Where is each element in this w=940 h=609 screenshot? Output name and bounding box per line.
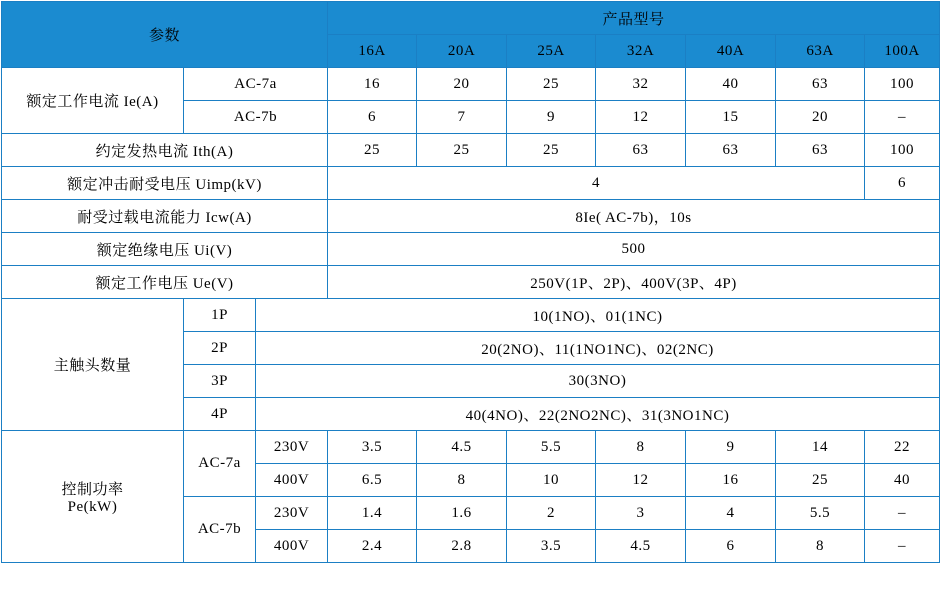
table-row [2, 431, 940, 464]
cell-value: 8 [596, 431, 686, 464]
cell-value: 25 [776, 464, 865, 497]
cell-value: 2.8 [417, 530, 507, 563]
sublabel-ac7a: AC-7a [184, 68, 328, 101]
sublabel-ac7b: AC-7b [184, 497, 256, 563]
table-row [2, 200, 940, 233]
cell-value: 12 [596, 464, 686, 497]
row-label-main-contacts: 主触头数量 [2, 299, 184, 431]
cell-value: 4 [328, 167, 865, 200]
cell-value: 8 [417, 464, 507, 497]
header-model: 产品型号 [328, 2, 940, 35]
sublabel-ac7a: AC-7a [184, 431, 256, 497]
cell-value: 9 [507, 101, 596, 134]
table-row [2, 233, 940, 266]
cell-value: 63 [596, 134, 686, 167]
cell-value: 20 [417, 68, 507, 101]
cell-value: 20 [776, 101, 865, 134]
cell-value: 40 [865, 464, 940, 497]
sublabel-voltage: 230V [256, 497, 328, 530]
cell-value: 6.5 [328, 464, 417, 497]
cell-value: 22 [865, 431, 940, 464]
cell-value: 1.6 [417, 497, 507, 530]
cell-value: 100 [865, 134, 940, 167]
row-label-thermal-current: 约定发热电流 Ith(A) [2, 134, 328, 167]
table-row [2, 266, 940, 299]
cell-value: 15 [686, 101, 776, 134]
cell-value: 4 [686, 497, 776, 530]
cell-value: 16 [686, 464, 776, 497]
cell-value: 25 [507, 134, 596, 167]
cell-value: 250V(1P、2P)、400V(3P、4P) [328, 266, 940, 299]
row-label-icw: 耐受过载电流能力 Icw(A) [2, 200, 328, 233]
cell-value: 25 [507, 68, 596, 101]
control-power-line2: Pe(kW) [67, 498, 118, 515]
header-model-20a: 20A [417, 35, 507, 68]
header-model-16a: 16A [328, 35, 417, 68]
cell-value: 9 [686, 431, 776, 464]
cell-value: 16 [328, 68, 417, 101]
row-label-control-power [2, 431, 184, 563]
cell-value: 2.4 [328, 530, 417, 563]
cell-value: 5.5 [507, 431, 596, 464]
cell-value: – [865, 530, 940, 563]
sublabel-voltage: 400V [256, 464, 328, 497]
cell-value: – [865, 101, 940, 134]
sublabel-pole: 1P [184, 299, 256, 332]
header-model-100a: 100A [865, 35, 940, 68]
cell-value: 3.5 [507, 530, 596, 563]
cell-value: 12 [596, 101, 686, 134]
cell-value: 3 [596, 497, 686, 530]
sublabel-voltage: 400V [256, 530, 328, 563]
sublabel-ac7b: AC-7b [184, 101, 328, 134]
cell-value: 4.5 [596, 530, 686, 563]
table-row [2, 68, 940, 101]
row-label-insulation-voltage: 额定绝缘电压 Ui(V) [2, 233, 328, 266]
table-row [2, 167, 940, 200]
cell-value: 14 [776, 431, 865, 464]
cell-value: 10(1NO)、01(1NC) [256, 299, 940, 332]
cell-value: 1.4 [328, 497, 417, 530]
cell-value: 40 [686, 68, 776, 101]
sublabel-pole: 4P [184, 398, 256, 431]
header-model-40a: 40A [686, 35, 776, 68]
cell-value: 500 [328, 233, 940, 266]
row-label-impulse-voltage: 额定冲击耐受电压 Uimp(kV) [2, 167, 328, 200]
cell-value: 63 [776, 134, 865, 167]
cell-value: 6 [328, 101, 417, 134]
table-row [2, 299, 940, 332]
cell-value: 8 [776, 530, 865, 563]
cell-value: 40(4NO)、22(2NO2NC)、31(3NO1NC) [256, 398, 940, 431]
cell-value: 63 [686, 134, 776, 167]
header-model-63a: 63A [776, 35, 865, 68]
row-label-rated-current: 额定工作电流 Ie(A) [2, 68, 184, 134]
row-label-operational-voltage: 额定工作电压 Ue(V) [2, 266, 328, 299]
cell-value: 30(3NO) [256, 365, 940, 398]
cell-value: 4.5 [417, 431, 507, 464]
sublabel-pole: 3P [184, 365, 256, 398]
table-row [2, 134, 940, 167]
cell-value: 6 [865, 167, 940, 200]
cell-value: 7 [417, 101, 507, 134]
sublabel-voltage: 230V [256, 431, 328, 464]
header-parameter: 参数 [2, 2, 328, 68]
cell-value: 32 [596, 68, 686, 101]
cell-value: 25 [417, 134, 507, 167]
cell-value: 100 [865, 68, 940, 101]
cell-value: 6 [686, 530, 776, 563]
cell-value: 5.5 [776, 497, 865, 530]
cell-value: 63 [776, 68, 865, 101]
control-power-line1: 控制功率 [61, 481, 124, 498]
table-header-row [2, 2, 940, 35]
cell-value: 20(2NO)、11(1NO1NC)、02(2NC) [256, 332, 940, 365]
cell-value: 2 [507, 497, 596, 530]
sublabel-pole: 2P [184, 332, 256, 365]
cell-value: – [865, 497, 940, 530]
specification-table [1, 1, 940, 563]
cell-value: 10 [507, 464, 596, 497]
cell-value: 8Ie( AC-7b)，10s [328, 200, 940, 233]
cell-value: 25 [328, 134, 417, 167]
header-model-25a: 25A [507, 35, 596, 68]
header-model-32a: 32A [596, 35, 686, 68]
cell-value: 3.5 [328, 431, 417, 464]
